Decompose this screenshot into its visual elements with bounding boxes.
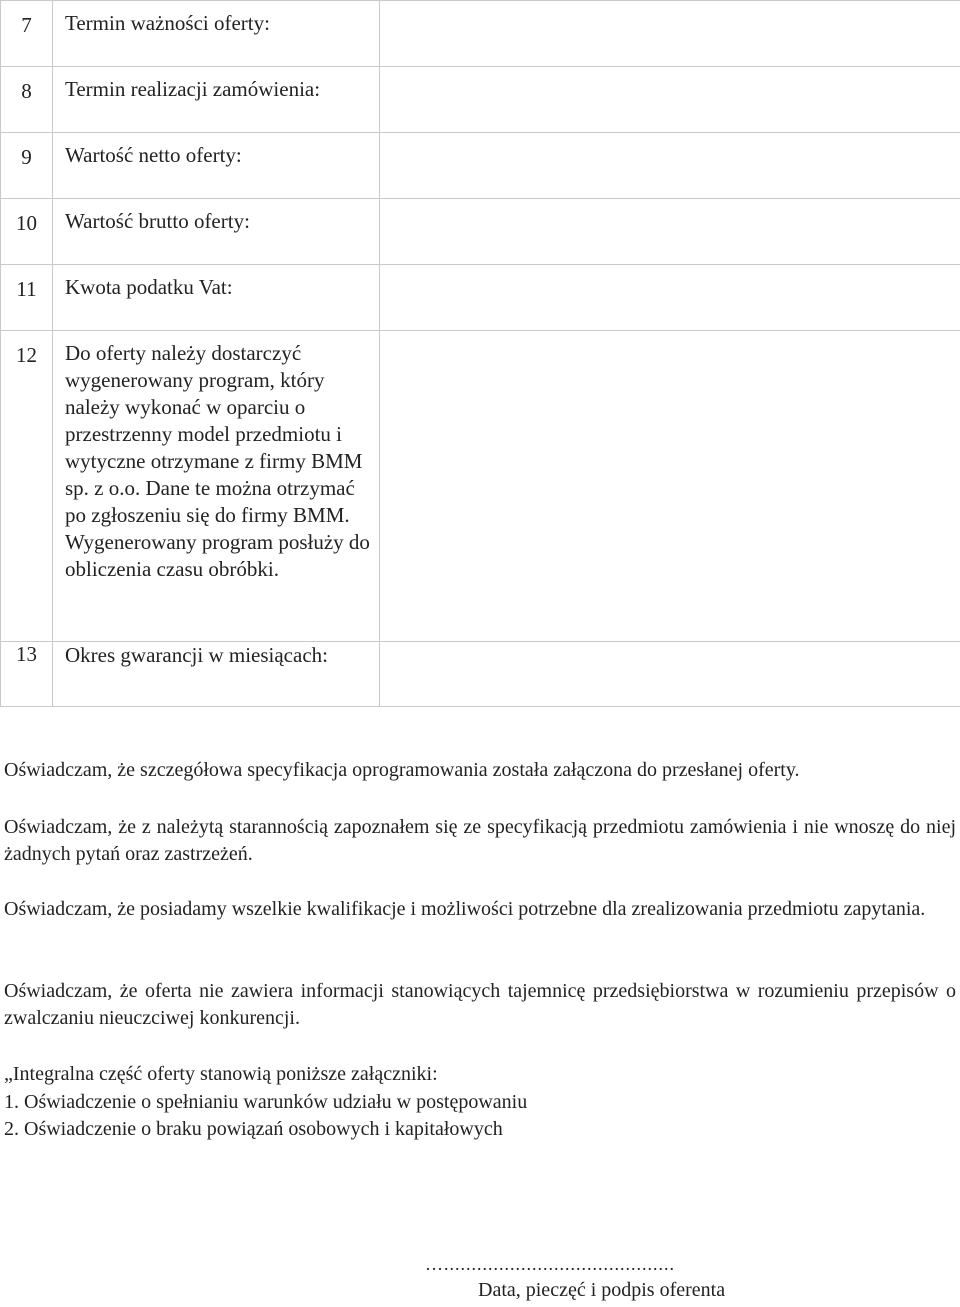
statement-paragraph: Oświadczam, że szczegółowa specyfikacja oprogramowania została załączona do przesłanej oferty. (4, 759, 800, 781)
attachment-item: 2. Oświadczenie o braku powiązań osobowych i kapitałowych (4, 1118, 503, 1140)
table-row (1, 199, 960, 265)
row-label: Wartość netto oferty: (53, 133, 380, 199)
row-number: 12 (1, 331, 53, 642)
row-label: Termin ważności oferty: (53, 1, 380, 67)
statement-paragraph: Oświadczam, że posiadamy wszelkie kwalifikacje i możliwości potrzebne dla zrealizowania przedmiotu zapytania. (4, 898, 926, 920)
row-number: 9 (1, 133, 53, 199)
table-row (1, 1, 960, 67)
table-row (1, 67, 960, 133)
row-value-field[interactable] (380, 133, 960, 199)
row-label: Okres gwarancji w miesiącach: (53, 642, 380, 707)
signature-label: Data, pieczęć i podpis oferenta (478, 1279, 726, 1301)
row-label: Do oferty należy dostarczyć wygenerowany program, który należy wykonać w oparciu o przestrzenny model przedmiotu i wytyczne otrzymane z firmy BMM sp. z o.o. Dane te można otrzymać po zgłoszeniu się do firmy BMM. Wygenerowany program posłuży do obliczenia czasu obróbki. (53, 331, 380, 642)
row-value-field[interactable] (380, 67, 960, 133)
table-row (1, 331, 960, 642)
row-value-field[interactable] (380, 265, 960, 331)
row-value-field[interactable] (380, 1, 960, 67)
row-number: 10 (1, 199, 53, 265)
statement-paragraph: Oświadczam, że oferta nie zawiera informacji stanowiących tajemnicę przedsiębiorstwa w rozumieniu przepisów o zwalczaniu nieuczciwej konkurencji. (4, 980, 956, 1029)
row-label: Kwota podatku Vat: (53, 265, 380, 331)
row-value-field[interactable] (380, 331, 960, 642)
signature-line: ….......................................... (425, 1254, 675, 1274)
row-value-field[interactable] (380, 642, 960, 707)
attachments-intro: „Integralna część oferty stanowią poniższe załączniki: (4, 1063, 438, 1085)
table-row (1, 642, 960, 707)
row-number: 13 (1, 642, 53, 707)
attachment-item: 1. Oświadczenie o spełnianiu warunków udziału w postępowaniu (4, 1091, 528, 1113)
row-number: 8 (1, 67, 53, 133)
row-label: Termin realizacji zamówienia: (53, 67, 380, 133)
row-number: 11 (1, 265, 53, 331)
row-number: 7 (1, 1, 53, 67)
statement-paragraph: Oświadczam, że z należytą starannością zapoznałem się ze specyfikacją przedmiotu zamówienia i nie wnoszę do niej żadnych pytań oraz zastrzeżeń. (4, 816, 956, 865)
row-label: Wartość brutto oferty: (53, 199, 380, 265)
row-value-field[interactable] (380, 199, 960, 265)
table-row (1, 265, 960, 331)
table-row (1, 133, 960, 199)
